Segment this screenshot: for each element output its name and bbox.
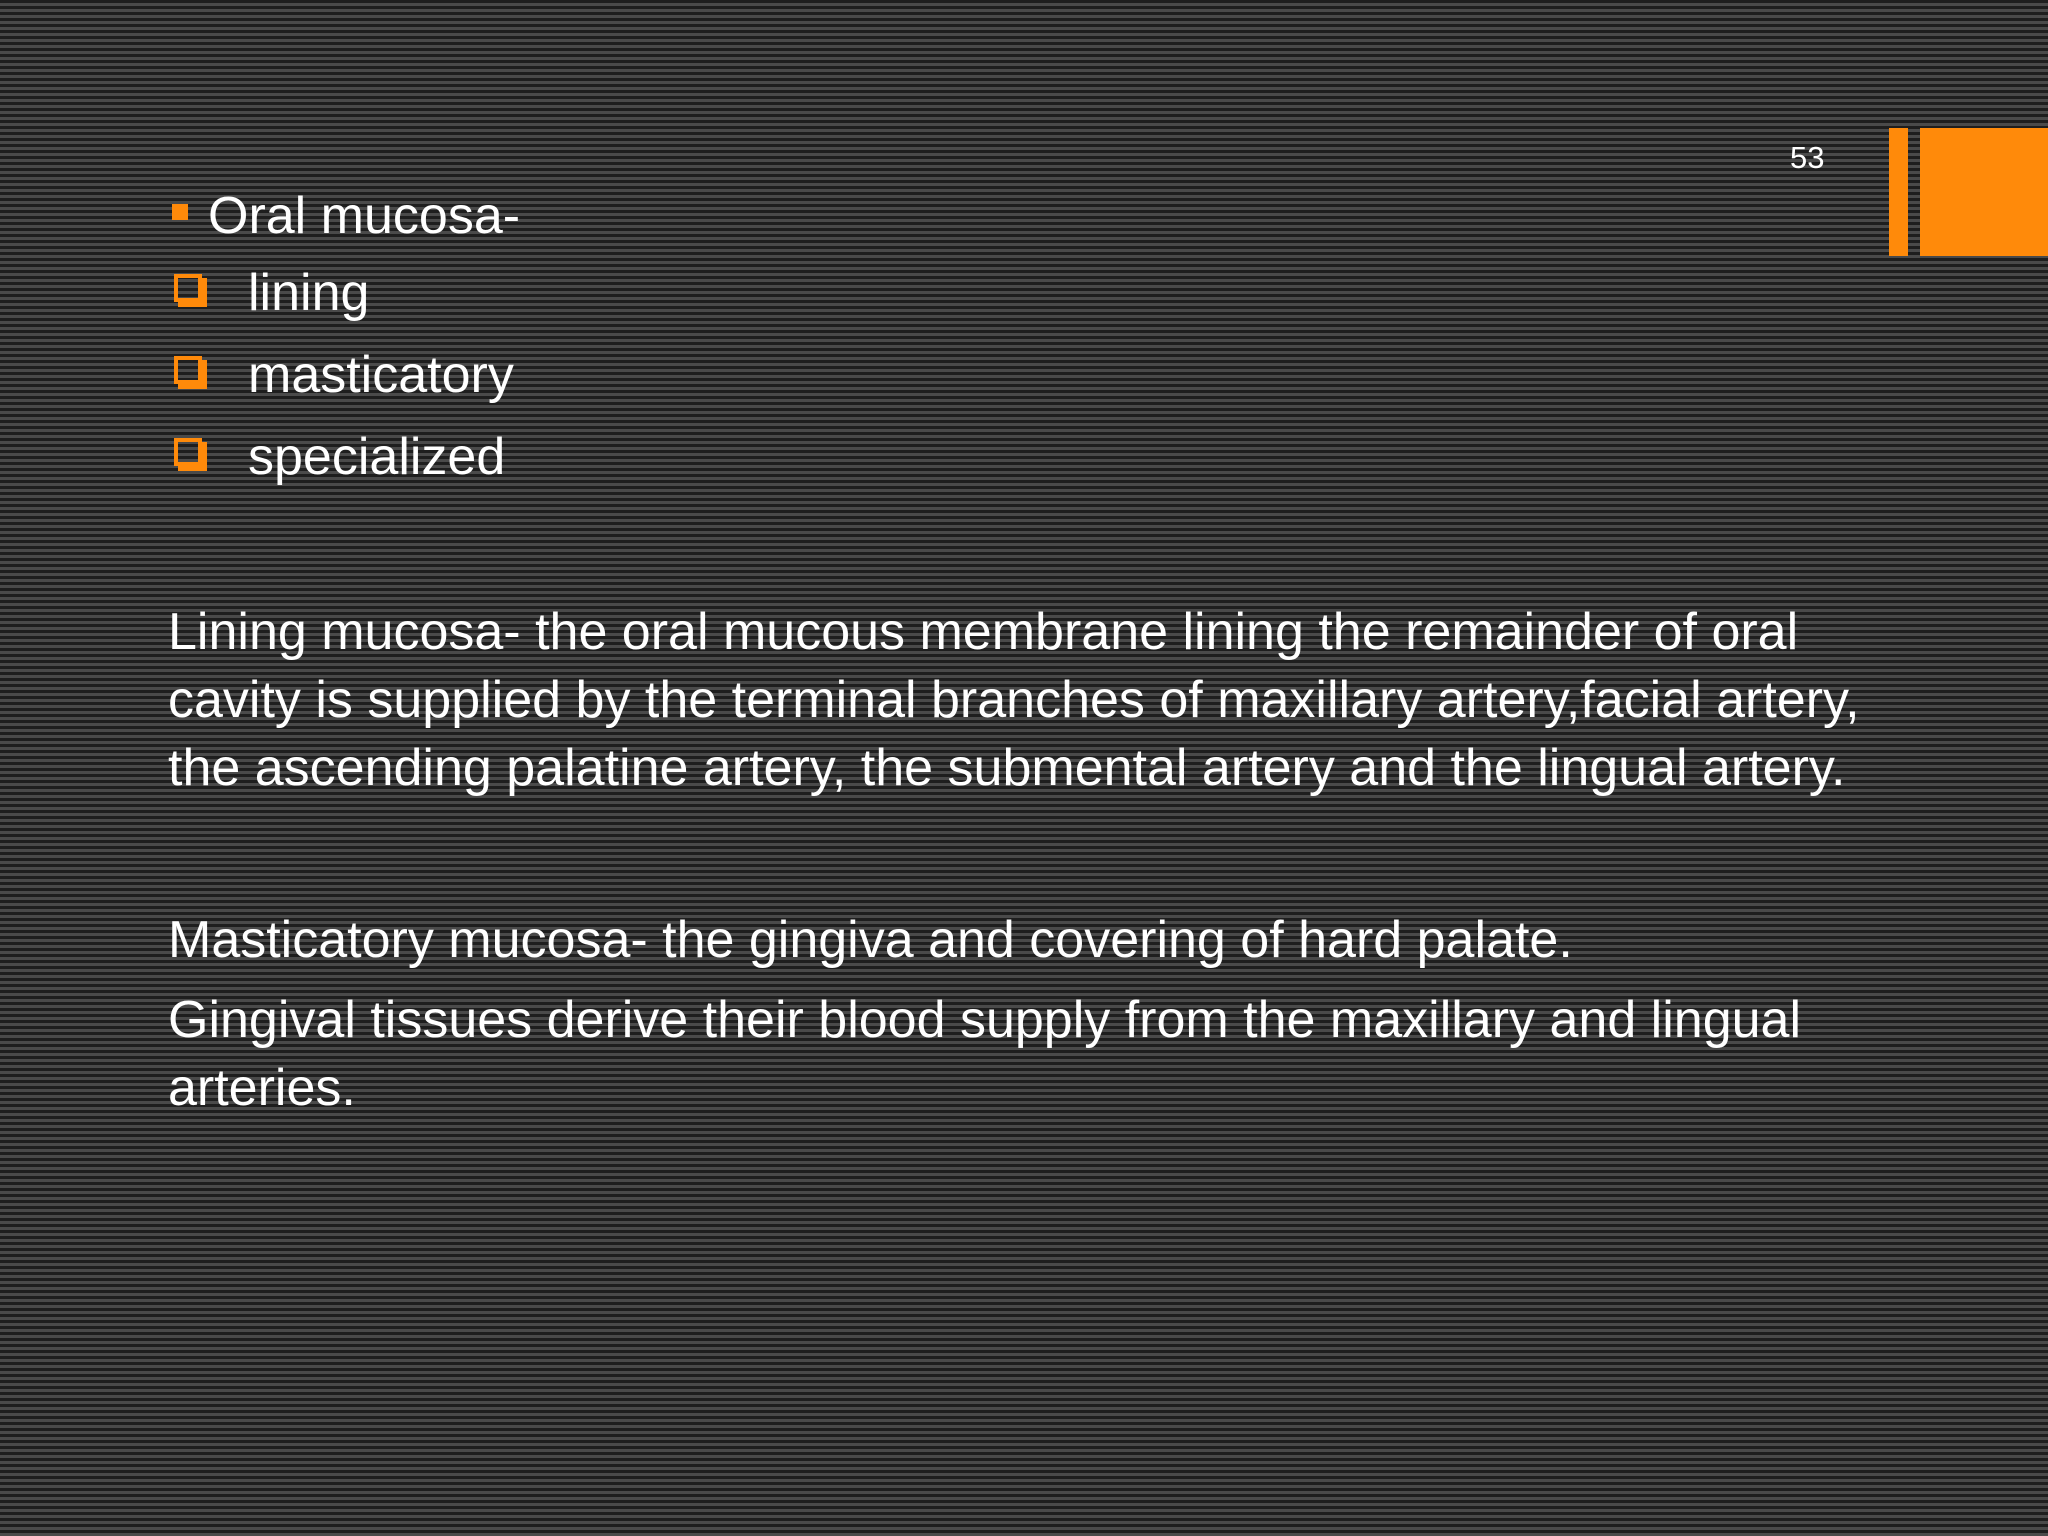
box-bullet-icon — [174, 438, 204, 468]
slide-content — [168, 180, 1928, 1122]
list-item — [168, 416, 1928, 498]
masticatory-mucosa-paragraph: Masticatory mucosa- the gingiva and covering of hard palate. — [168, 911, 1573, 969]
list-item-label: specialized — [248, 428, 506, 486]
square-bullet-icon — [172, 204, 188, 220]
lining-mucosa-paragraph: Lining mucosa- the oral mucous membrane lining the remainder of oral cavity is supplied by the terminal branches of maxillary artery,facial artery, the ascending palatine artery, the submental artery and the lingual artery. — [168, 603, 1860, 797]
main-bullet — [168, 180, 1928, 252]
box-bullet-icon — [174, 356, 204, 386]
gingival-paragraph: Gingival tissues derive their blood supply from the maxillary and lingual arteries. — [168, 991, 1802, 1117]
box-bullet-icon — [174, 274, 204, 304]
slide-number: 53 — [1790, 140, 1825, 175]
list-item-label: masticatory — [248, 346, 514, 404]
accent-block — [1920, 128, 2048, 256]
list-item — [168, 252, 1928, 334]
main-bullet-text: Oral mucosa- — [208, 187, 521, 245]
list-item — [168, 334, 1928, 416]
list-item-label: lining — [248, 264, 370, 322]
